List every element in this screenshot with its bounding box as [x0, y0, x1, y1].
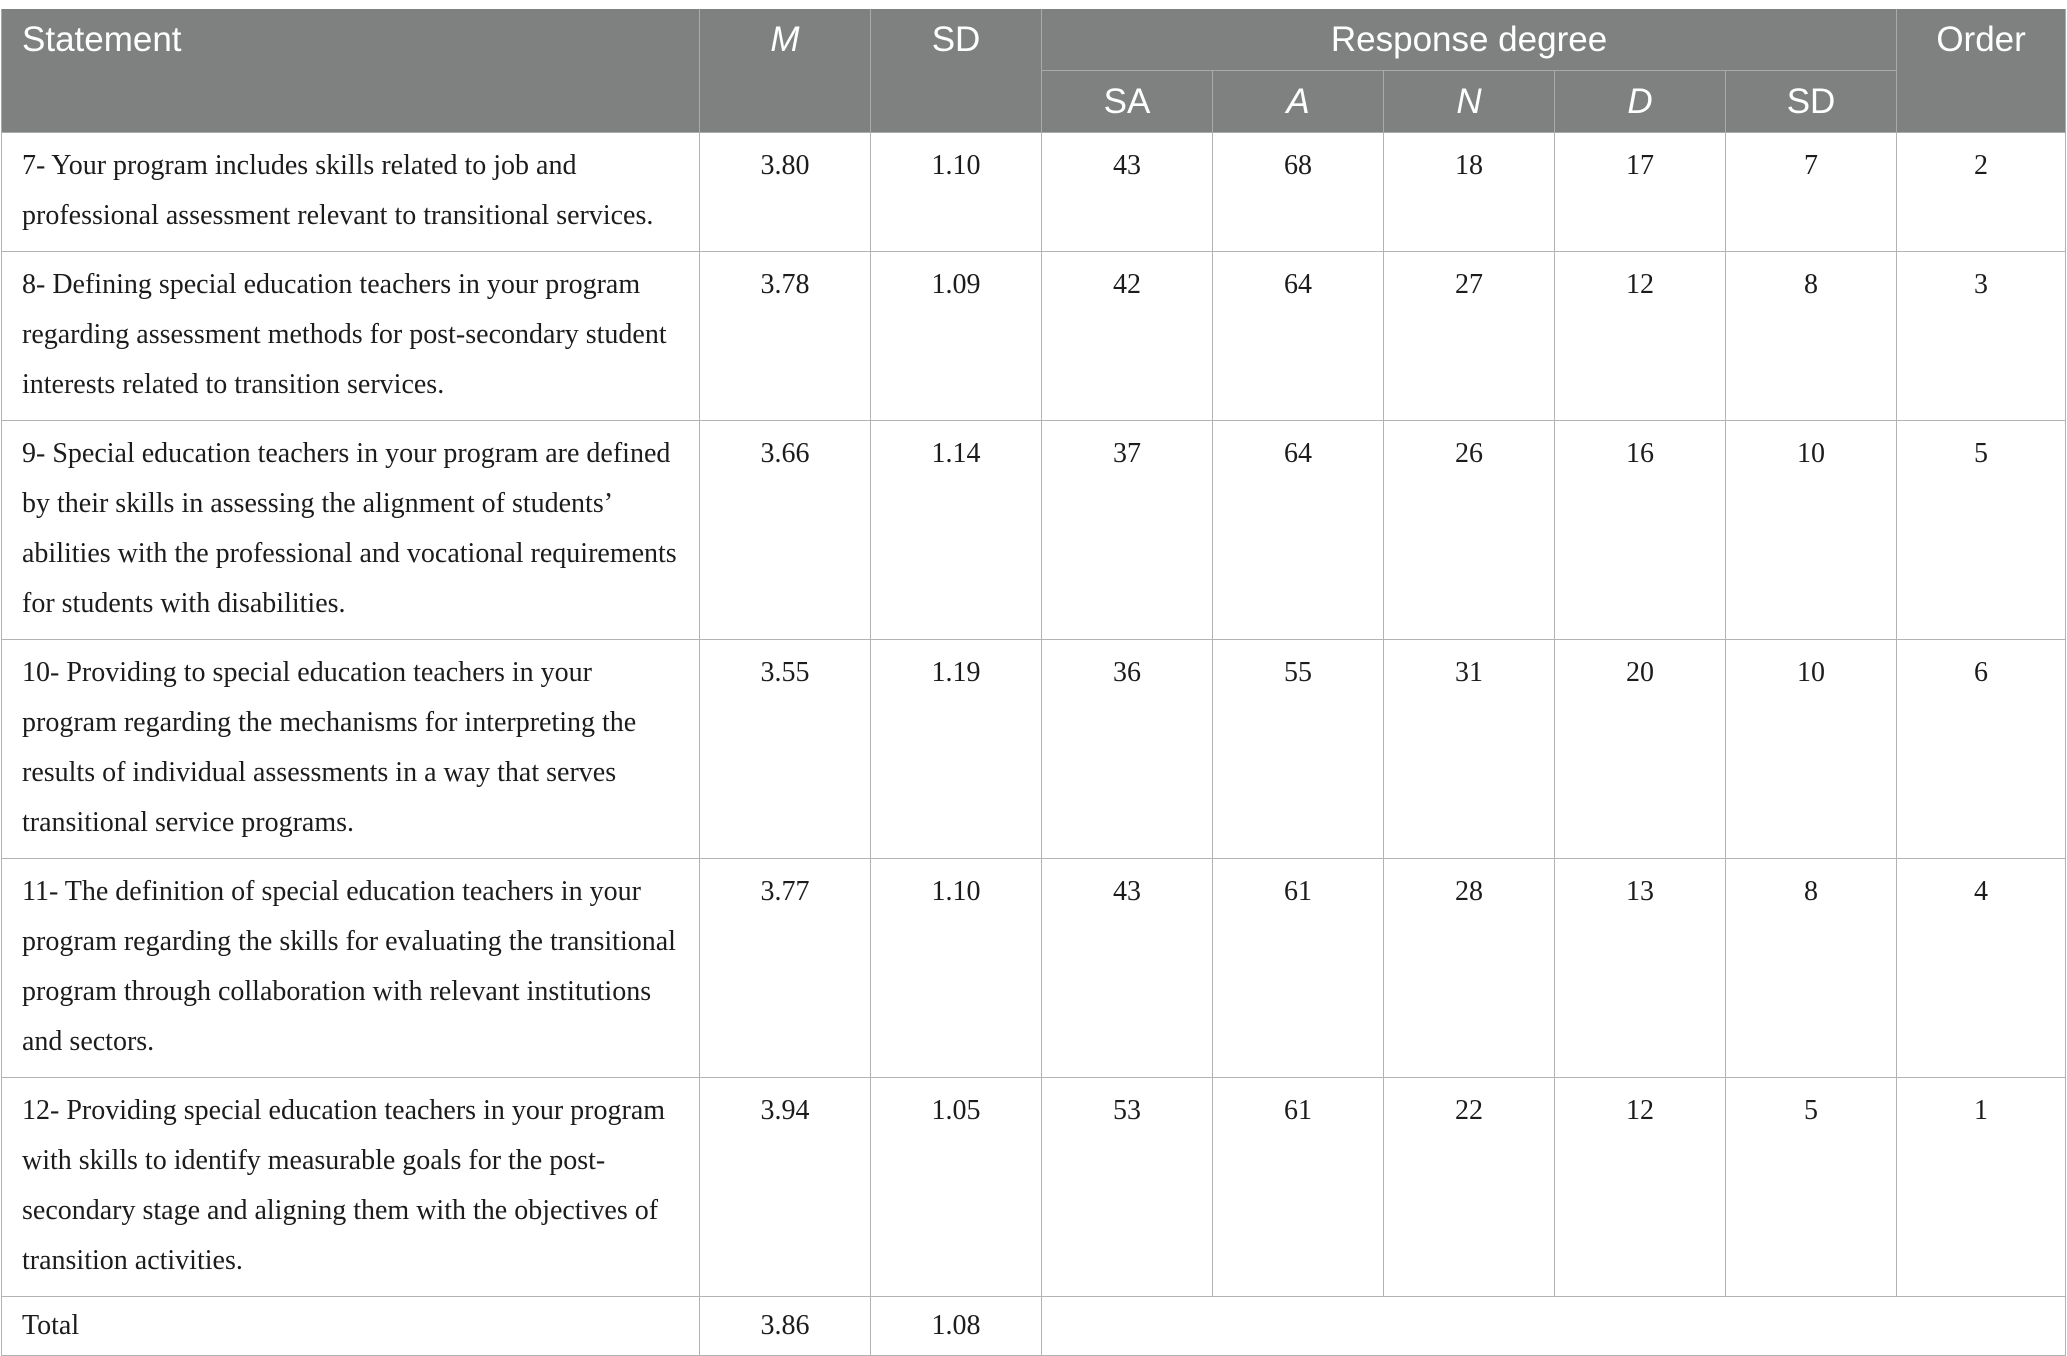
sa-cell: 43: [1042, 133, 1213, 252]
sd-cell: 1.05: [871, 1078, 1042, 1297]
n-cell: 28: [1384, 859, 1555, 1078]
a-cell: 61: [1213, 859, 1384, 1078]
statement-cell: 7- Your program includes skills related to job and professional assessment relevant to transitional services.: [2, 133, 700, 252]
a-cell: 64: [1213, 252, 1384, 421]
mean-cell: 3.66: [700, 421, 871, 640]
n-cell: 31: [1384, 640, 1555, 859]
order-cell: 6: [1897, 640, 2066, 859]
order-cell: 3: [1897, 252, 2066, 421]
d-cell: 13: [1555, 859, 1726, 1078]
mean-cell: 3.77: [700, 859, 871, 1078]
sa-cell: 42: [1042, 252, 1213, 421]
n-cell: 18: [1384, 133, 1555, 252]
sa-cell: 43: [1042, 859, 1213, 1078]
a-cell: 61: [1213, 1078, 1384, 1297]
total-row: [2, 1297, 2066, 1356]
d-cell: 12: [1555, 1078, 1726, 1297]
order-cell: 4: [1897, 859, 2066, 1078]
table-header: [2, 9, 2066, 133]
total-label: Total: [2, 1297, 700, 1356]
sd-cell: 1.19: [871, 640, 1042, 859]
mean-cell: 3.94: [700, 1078, 871, 1297]
table-row: [2, 252, 2066, 421]
sd-response-cell: 5: [1726, 1078, 1897, 1297]
sa-cell: 36: [1042, 640, 1213, 859]
d-cell: 17: [1555, 133, 1726, 252]
table-row: [2, 133, 2066, 252]
header-mean: M: [700, 9, 871, 133]
table-row: [2, 859, 2066, 1078]
header-sd: SD: [871, 9, 1042, 133]
mean-cell: 3.78: [700, 252, 871, 421]
sd-response-cell: 10: [1726, 421, 1897, 640]
sa-cell: 53: [1042, 1078, 1213, 1297]
statement-cell: 10- Providing to special education teachers in your program regarding the mechanisms for interpreting the results of individual assessments in a way that serves transitional service programs.: [2, 640, 700, 859]
results-table: [1, 9, 2066, 1356]
order-cell: 5: [1897, 421, 2066, 640]
sd-response-cell: 8: [1726, 859, 1897, 1078]
statement-cell: 12- Providing special education teachers in your program with skills to identify measurable goals for the post-secondary stage and aligning them with the objectives of transition activities.: [2, 1078, 700, 1297]
d-cell: 20: [1555, 640, 1726, 859]
table-row: [2, 1078, 2066, 1297]
sd-response-cell: 10: [1726, 640, 1897, 859]
statement-cell: 11- The definition of special education teachers in your program regarding the skills for evaluating the transitional program through collaboration with relevant institutions and sectors.: [2, 859, 700, 1078]
mean-cell: 3.80: [700, 133, 871, 252]
mean-cell: 3.55: [700, 640, 871, 859]
header-statement: Statement: [2, 9, 700, 133]
sd-cell: 1.10: [871, 859, 1042, 1078]
sd-cell: 1.14: [871, 421, 1042, 640]
header-sa: SA: [1042, 71, 1213, 133]
total-sd: 1.08: [871, 1297, 1042, 1356]
d-cell: 12: [1555, 252, 1726, 421]
sd-response-cell: 7: [1726, 133, 1897, 252]
total-empty-cell: [1042, 1297, 2066, 1356]
header-response-degree: Response degree: [1042, 9, 1897, 71]
table-row: [2, 640, 2066, 859]
n-cell: 27: [1384, 252, 1555, 421]
statement-cell: 8- Defining special education teachers in your program regarding assessment methods for post-secondary student interests related to transition services.: [2, 252, 700, 421]
header-sd-response: SD: [1726, 71, 1897, 133]
order-cell: 1: [1897, 1078, 2066, 1297]
a-cell: 68: [1213, 133, 1384, 252]
statement-cell: 9- Special education teachers in your program are defined by their skills in assessing the alignment of students’ abilities with the professional and vocational requirements for students with disabilities.: [2, 421, 700, 640]
header-n: N: [1384, 71, 1555, 133]
header-a: A: [1213, 71, 1384, 133]
d-cell: 16: [1555, 421, 1726, 640]
total-mean: 3.86: [700, 1297, 871, 1356]
a-cell: 64: [1213, 421, 1384, 640]
sd-response-cell: 8: [1726, 252, 1897, 421]
header-d: D: [1555, 71, 1726, 133]
order-cell: 2: [1897, 133, 2066, 252]
n-cell: 26: [1384, 421, 1555, 640]
a-cell: 55: [1213, 640, 1384, 859]
n-cell: 22: [1384, 1078, 1555, 1297]
sa-cell: 37: [1042, 421, 1213, 640]
sd-cell: 1.09: [871, 252, 1042, 421]
header-order: Order: [1897, 9, 2066, 133]
table-row: [2, 421, 2066, 640]
sd-cell: 1.10: [871, 133, 1042, 252]
